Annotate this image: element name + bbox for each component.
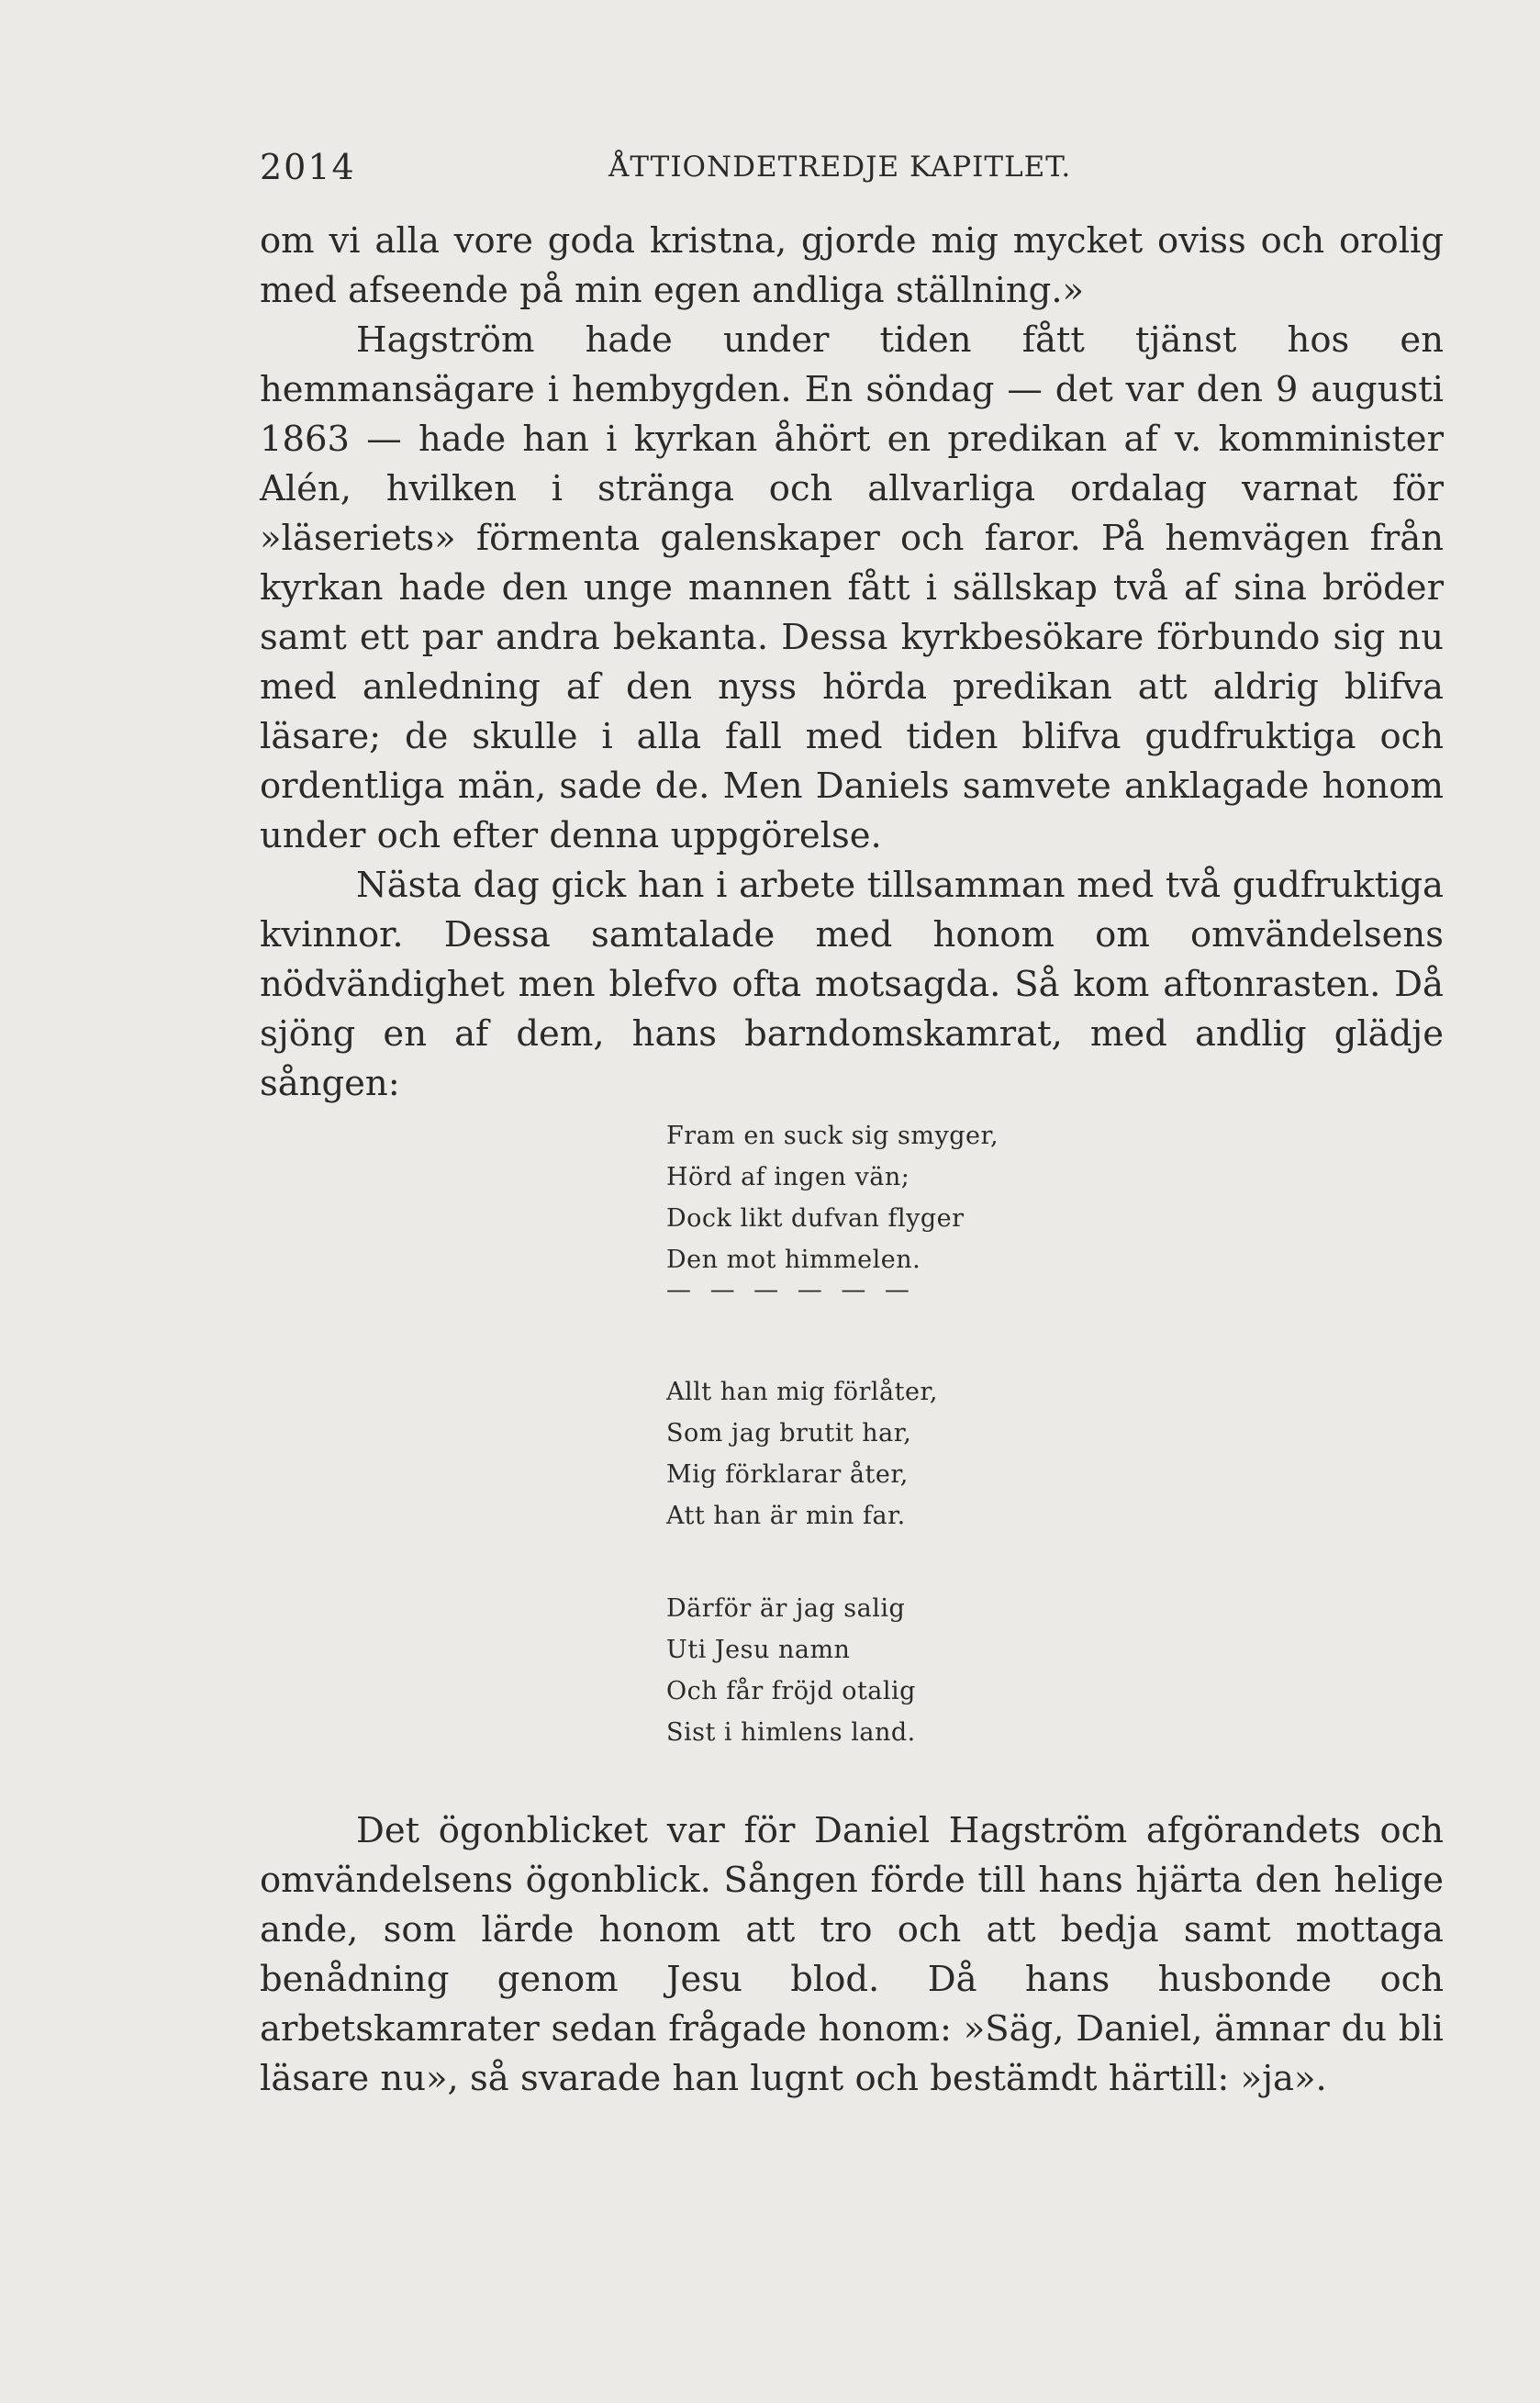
poem-line: Fram en suck sig smyger, (666, 1122, 999, 1150)
poem-stanza-1 (666, 1115, 1125, 1280)
page-header (260, 147, 1453, 193)
page-number: 2014 (260, 147, 356, 187)
poem-line: Att han är min far. (666, 1502, 906, 1530)
poem-line: Sist i himlens land. (666, 1718, 916, 1747)
poem-stanza-3 (666, 1588, 1125, 1753)
poem-line: Dock likt dufvan flyger (666, 1204, 965, 1233)
paragraph-next-day: Nästa dag gick han i arbete tillsamman med två gudfruktiga kvinnor. Dessa samtalade med honom om omvändelsens nödvändighet men blefvo ofta motsagda. Så kom aftonrasten. Då sjöng en af dem, hans barndomskamrat, med andlig glädje sången: (260, 865, 1444, 1104)
poem-line: Som jag brutit har, (666, 1419, 912, 1447)
poem-line: Uti Jesu namn (666, 1636, 851, 1664)
poem-line: Därför är jag salig (666, 1594, 906, 1623)
text-block-top (260, 217, 1444, 1109)
stanza-separator-dashes: — — — — — — (666, 1276, 915, 1304)
paragraph-hagstrom-sunday: Hagström hade under tiden fått tjänst hos en hemmansägare i hembygden. En söndag — det var den 9 augusti 1863 — hade han i kyrkan åhört en predikan af v. komminister Alén, hvilken i stränga och allvarliga ordalag varnat för »läseriets» förmenta galenskaper och faror. På hemvägen från kyrkan hade den unge mannen fått i sällskap två af sina bröder samt ett par andra bekanta. Dessa kyrkbesökare förbundo sig nu med anledning af den nyss hörda predikan att aldrig blifva läsare; de skulle i alla fall med tiden blifva gudfruktiga och ordentliga män, sade de. Men Daniels samvete anklagade honom under och efter denna uppgörelse. (260, 319, 1444, 856)
poem-line: Allt han mig förlåter, (666, 1378, 939, 1406)
poem-line: Och får fröjd otalig (666, 1677, 916, 1705)
paragraph-continuation: om vi alla vore goda kristna, gjorde mig mycket oviss och orolig med afseende på min egen andliga ställning.» (260, 220, 1444, 311)
poem-stanza-2 (666, 1371, 1125, 1537)
poem-line: Hörd af ingen vän; (666, 1163, 910, 1191)
paragraph-conversion: Det ögonblicket var för Daniel Hagström afgörandets och omvändelsens ögonblick. Sången förde till hans hjärta den helige ande, som lärde honom att tro och att bedja samt mottaga benådning genom Jesu blod. Då hans husbonde och arbetskamrater sedan frågade honom: »Säg, Daniel, ämnar du bli läsare nu», så svarade han lugnt och bestämdt härtill: »ja». (260, 1810, 1444, 2099)
text-block-bottom (260, 1806, 1444, 2104)
poem-line: Den mot himmelen. (666, 1246, 921, 1274)
running-title: ÅTTIONDETREDJE KAPITLET. (608, 151, 1072, 184)
poem-line: Mig förklarar åter, (666, 1460, 909, 1489)
